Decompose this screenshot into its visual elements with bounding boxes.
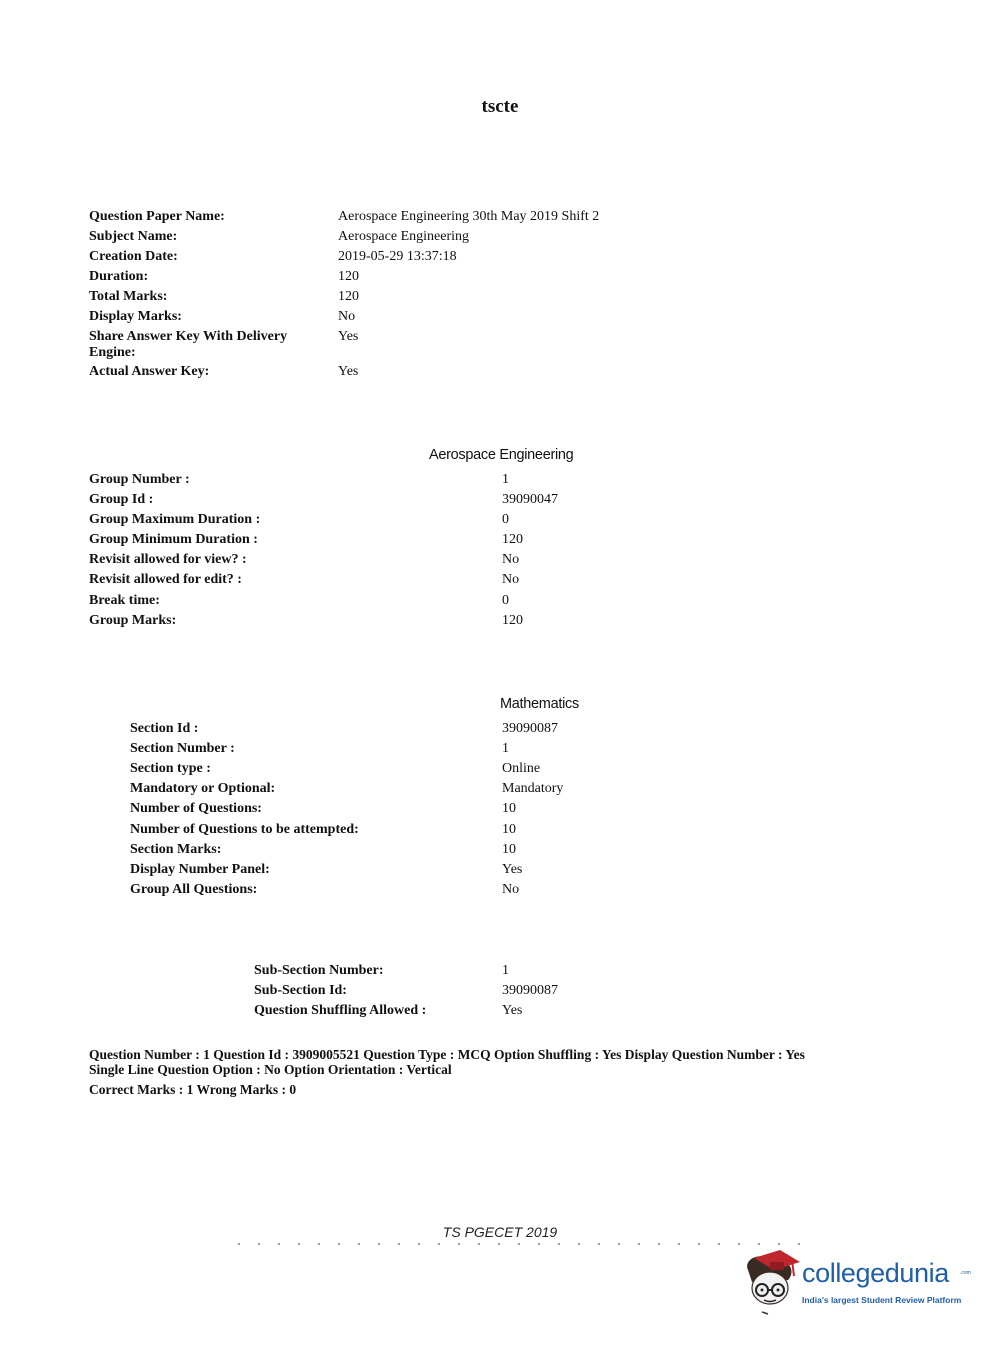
number-of-questions-value: 10 xyxy=(502,801,516,816)
display-marks-label: Display Marks: xyxy=(89,309,182,324)
section-number-value: 1 xyxy=(502,741,509,756)
question-meta-line-1: Question Number : 1 Question Id : 3909005521 Question Type : MCQ Option Shuffling : Yes Display Question Number : Yes xyxy=(89,1047,805,1062)
duration-value: 120 xyxy=(338,269,359,284)
mandatory-optional-label: Mandatory or Optional: xyxy=(130,781,276,796)
break-time-label: Break time: xyxy=(89,593,160,608)
section-marks-label: Section Marks: xyxy=(130,842,222,857)
group-all-questions-value: No xyxy=(502,882,520,897)
mascot-icon xyxy=(740,1248,802,1318)
logo-domain-suffix: .com xyxy=(960,1270,971,1276)
total-marks-value: 120 xyxy=(338,289,359,304)
questions-attempted-value: 10 xyxy=(502,822,516,837)
actual-answer-key-label: Actual Answer Key: xyxy=(89,364,210,379)
section-id-label: Section Id : xyxy=(130,721,199,736)
group-min-duration-label: Group Minimum Duration : xyxy=(89,532,258,547)
duration-label: Duration: xyxy=(89,269,149,284)
group-id-label: Group Id : xyxy=(89,492,154,507)
group-marks-value: 120 xyxy=(502,613,523,628)
revisit-edit-value: No xyxy=(502,572,520,587)
group-max-duration-label: Group Maximum Duration : xyxy=(89,512,261,527)
question-shuffling-value: Yes xyxy=(502,1003,523,1018)
section-type-value: Online xyxy=(502,761,541,776)
group-min-duration-value: 120 xyxy=(502,532,523,547)
group-number-value: 1 xyxy=(502,472,509,487)
logo-brand-text: collegedunia xyxy=(802,1258,949,1288)
footer-exam-name: TS PGECET 2019 xyxy=(442,1224,558,1240)
section-heading: Mathematics xyxy=(500,696,579,712)
question-marks-line: Correct Marks : 1 Wrong Marks : 0 xyxy=(89,1082,297,1097)
number-of-questions-label: Number of Questions: xyxy=(130,801,262,816)
break-time-value: 0 xyxy=(502,593,509,608)
group-all-questions-label: Group All Questions: xyxy=(130,882,258,897)
group-number-label: Group Number : xyxy=(89,472,190,487)
share-answer-key-label: Share Answer Key With Delivery Engine: xyxy=(89,329,288,360)
question-meta-line-2: Single Line Question Option : No Option Orientation : Vertical xyxy=(89,1062,452,1077)
total-marks-label: Total Marks: xyxy=(89,289,168,304)
section-type-label: Section type : xyxy=(130,761,211,776)
logo-tagline: India's largest Student Review Platform xyxy=(802,1295,962,1305)
display-number-panel-value: Yes xyxy=(502,862,523,877)
group-heading: Aerospace Engineering xyxy=(429,447,574,463)
revisit-view-value: No xyxy=(502,552,520,567)
document-title: tscte xyxy=(481,96,519,117)
mandatory-optional-value: Mandatory xyxy=(502,781,564,796)
questions-attempted-label: Number of Questions to be attempted: xyxy=(130,822,359,837)
group-max-duration-value: 0 xyxy=(502,512,509,527)
group-marks-label: Group Marks: xyxy=(89,613,177,628)
display-marks-value: No xyxy=(338,309,356,324)
footer-divider xyxy=(238,1243,818,1245)
revisit-view-label: Revisit allowed for view? : xyxy=(89,552,247,567)
subsection-number-label: Sub-Section Number: xyxy=(254,963,384,978)
revisit-edit-label: Revisit allowed for edit? : xyxy=(89,572,242,587)
paper-name-value: Aerospace Engineering 30th May 2019 Shift 2 xyxy=(338,209,600,224)
subject-name-value: Aerospace Engineering xyxy=(338,229,469,244)
section-marks-value: 10 xyxy=(502,842,516,857)
subsection-id-value: 39090087 xyxy=(502,983,558,998)
section-id-value: 39090087 xyxy=(502,721,558,736)
paper-name-label: Question Paper Name: xyxy=(89,209,225,224)
share-answer-key-value: Yes xyxy=(338,329,359,344)
subject-name-label: Subject Name: xyxy=(89,229,178,244)
creation-date-value: 2019-05-29 13:37:18 xyxy=(338,249,457,264)
collegedunia-logo xyxy=(740,1248,970,1318)
subsection-number-value: 1 xyxy=(502,963,509,978)
subsection-id-label: Sub-Section Id: xyxy=(254,983,347,998)
actual-answer-key-value: Yes xyxy=(338,364,359,379)
section-number-label: Section Number : xyxy=(130,741,235,756)
group-id-value: 39090047 xyxy=(502,492,558,507)
creation-date-label: Creation Date: xyxy=(89,249,178,264)
display-number-panel-label: Display Number Panel: xyxy=(130,862,270,877)
question-shuffling-label: Question Shuffling Allowed : xyxy=(254,1003,427,1018)
